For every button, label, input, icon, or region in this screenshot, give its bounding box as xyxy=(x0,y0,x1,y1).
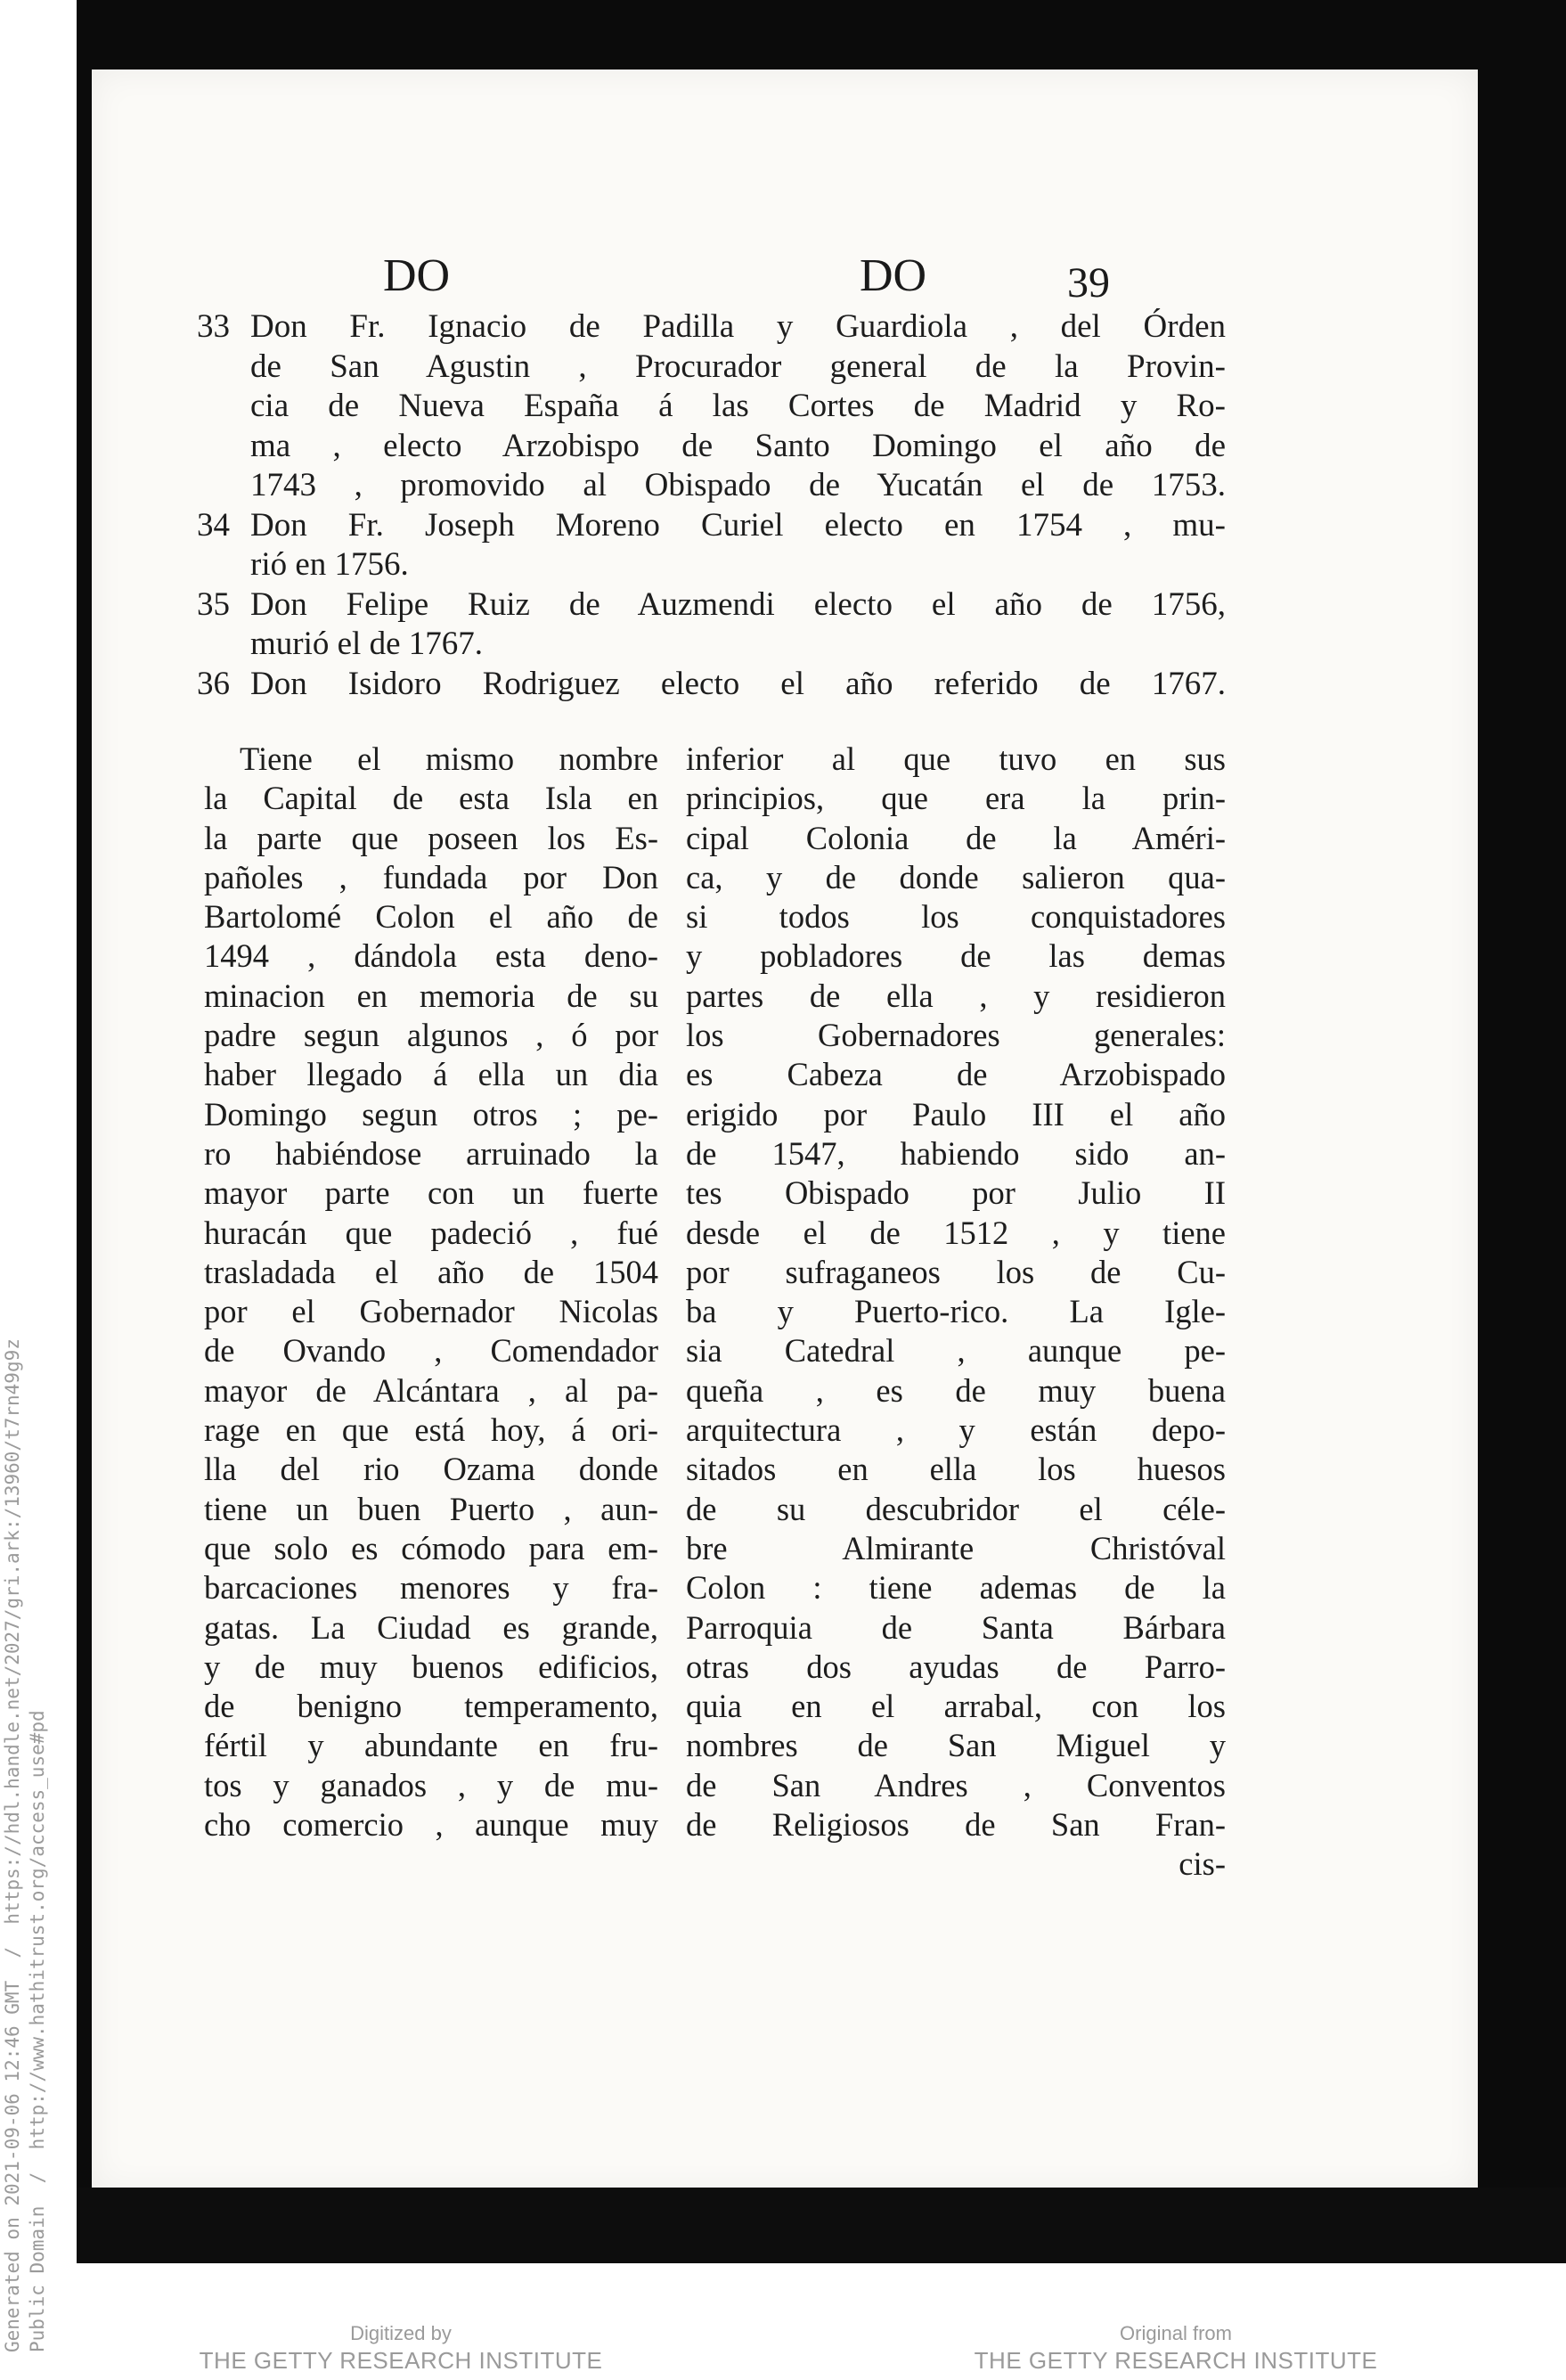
column-line: y de muy buenos edificios, xyxy=(204,1648,658,1685)
column-line: bre Almirante Christóval xyxy=(686,1529,1226,1566)
footer-original-institution: THE GETTY RESEARCH INSTITUTE xyxy=(974,2347,1378,2374)
column-line: cho comercio , aunque muy xyxy=(204,1806,658,1844)
column-line: sia Catedral , aunque pe- xyxy=(686,1332,1226,1370)
footer-digitized-institution: THE GETTY RESEARCH INSTITUTE xyxy=(199,2347,603,2374)
column-line: rage en que está hoy, á ori- xyxy=(204,1411,658,1449)
column-line: erigido por Paulo III el año xyxy=(686,1095,1226,1133)
column-line: queña , es de muy buena xyxy=(686,1371,1226,1409)
entry-line: Don Felipe Ruiz de Auzmendi electo el año de 1756, xyxy=(250,585,1226,623)
footer-digitized-label: Digitized by xyxy=(350,2322,452,2344)
column-line: de su descubridor el céle- xyxy=(686,1490,1226,1527)
stamp-line-rights: Public Domain / http://www.hathitrust.org/access_use#pd xyxy=(27,1710,48,2352)
column-line: barcaciones menores y fra- xyxy=(204,1569,658,1607)
column-line: de San Andres , Conventos xyxy=(686,1766,1226,1803)
entry-number: 35 xyxy=(197,585,230,623)
column-line: otras dos ayudas de Parro- xyxy=(686,1648,1226,1685)
column-line: de 1547, habiendo sido an- xyxy=(686,1134,1226,1172)
column-line: de Religiosos de San Fran- xyxy=(686,1806,1226,1844)
entry-number: 36 xyxy=(197,665,230,702)
column-line: 1494 , dándola esta deno- xyxy=(204,937,658,975)
column-line: partes de ella , y residieron xyxy=(686,977,1226,1014)
entry-line: 1743 , promovido al Obispado de Yucatán el de 1753. xyxy=(250,467,1226,503)
column-line: Domingo segun otros ; pe- xyxy=(204,1095,658,1133)
entry-34 xyxy=(197,506,1226,585)
column-line: es Cabeza de Arzobispado xyxy=(686,1056,1226,1093)
hathitrust-stamp xyxy=(0,1338,50,2352)
column-line: que solo es cómodo para em- xyxy=(204,1529,658,1566)
column-line: tes Obispado por Julio II xyxy=(686,1174,1226,1212)
running-head xyxy=(0,249,1566,312)
stamp-line-generated: Generated on 2021-09-06 12:46 GMT / https://hdl.handle.net/2027/gri.ark:/13960/t7rn49g9z xyxy=(2,1338,23,2352)
running-head-right: DO xyxy=(860,250,927,301)
column-line: gatas. La Ciudad es grande, xyxy=(204,1608,658,1646)
entry-line: murió el de 1767. xyxy=(250,626,484,662)
text-column-left xyxy=(204,740,658,1844)
column-line: desde el de 1512 , y tiene xyxy=(686,1214,1226,1251)
column-line: si todos los conquistadores xyxy=(686,898,1226,936)
column-line: pañoles , fundada por Don xyxy=(204,858,658,896)
page-number: 39 xyxy=(1067,259,1110,307)
column-line: padre segun algunos , ó por xyxy=(204,1017,658,1054)
column-line: ba y Puerto-rico. La Igle- xyxy=(686,1293,1226,1330)
column-line: tiene un buen Puerto , aun- xyxy=(204,1490,658,1527)
running-head-left: DO xyxy=(383,250,451,301)
entry-number: 33 xyxy=(197,308,230,345)
column-line: trasladada el año de 1504 xyxy=(204,1253,658,1290)
entry-line: de San Agustin , Procurador general de la Provin- xyxy=(250,348,1226,385)
column-line: mayor de Alcántara , al pa- xyxy=(204,1371,658,1409)
numbered-entries xyxy=(197,307,1226,704)
entry-line: ma , electo Arzobispo de Santo Domingo el año de xyxy=(250,427,1226,464)
entry-line: rió en 1756. xyxy=(250,546,409,583)
column-line: mayor parte con un fuerte xyxy=(204,1174,658,1212)
column-line: lla del rio Ozama donde xyxy=(204,1451,658,1488)
entry-number: 34 xyxy=(197,506,230,544)
column-line: la parte que poseen los Es- xyxy=(204,819,658,856)
entry-line: Don Fr. Ignacio de Padilla y Guardiola , del Órden xyxy=(250,308,1226,345)
column-line: arquitectura , y están depo- xyxy=(686,1411,1226,1449)
entry-line: Don Fr. Joseph Moreno Curiel electo en 1754 , mu- xyxy=(250,506,1226,544)
column-line: de Ovando , Comendador xyxy=(204,1332,658,1370)
column-line: por el Gobernador Nicolas xyxy=(204,1293,658,1330)
entry-line: Don Isidoro Rodriguez electo el año referido de 1767. xyxy=(250,665,1226,702)
footer-digitized-by xyxy=(151,2322,650,2375)
column-line: huracán que padeció , fué xyxy=(204,1214,658,1251)
entry-36 xyxy=(197,665,1226,705)
column-line: quia en el arrabal, con los xyxy=(686,1688,1226,1725)
column-line: la Capital de esta Isla en xyxy=(204,780,658,817)
entry-35 xyxy=(197,585,1226,665)
column-line: tos y ganados , y de mu- xyxy=(204,1766,658,1803)
entry-33 xyxy=(197,307,1226,506)
column-line: fértil y abundante en fru- xyxy=(204,1727,658,1764)
footer-original-label: Original from xyxy=(1120,2322,1232,2344)
scan-bottom-edge xyxy=(77,2188,1566,2263)
column-line: de benigno temperamento, xyxy=(204,1688,658,1725)
column-line: cipal Colonia de la Améri- xyxy=(686,819,1226,856)
column-line: y pobladores de las demas xyxy=(686,937,1226,975)
text-column-right xyxy=(686,740,1226,1885)
column-line: principios, que era la prin- xyxy=(686,780,1226,817)
column-line: los Gobernadores generales: xyxy=(686,1017,1226,1054)
column-line: sitados en ella los huesos xyxy=(686,1451,1226,1488)
column-line: Parroquia de Santa Bárbara xyxy=(686,1608,1226,1646)
column-line: Tiene el mismo nombre xyxy=(240,740,658,777)
entry-line: cia de Nueva España á las Cortes de Madrid y Ro- xyxy=(250,388,1226,424)
column-line: Colon : tiene ademas de la xyxy=(686,1569,1226,1607)
column-line: ca, y de donde salieron qua- xyxy=(686,858,1226,896)
column-line: haber llegado á ella un dia xyxy=(204,1056,658,1093)
catchword: cis- xyxy=(1179,1845,1226,1883)
column-line: Bartolomé Colon el año de xyxy=(204,898,658,936)
column-line: ro habiéndose arruinado la xyxy=(204,1134,658,1172)
column-line: nombres de San Miguel y xyxy=(686,1727,1226,1764)
footer-original-from xyxy=(926,2322,1425,2375)
column-line: minacion en memoria de su xyxy=(204,977,658,1014)
column-line: por sufraganeos los de Cu- xyxy=(686,1253,1226,1290)
column-line: inferior al que tuvo en sus xyxy=(686,740,1226,777)
